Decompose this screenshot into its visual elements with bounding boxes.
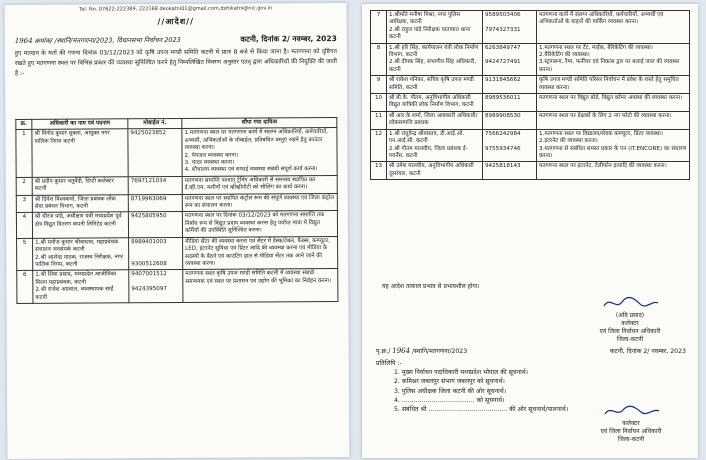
officer-mobile: 9407001512 9424395097 xyxy=(129,270,183,303)
endorsement-number: /स्थानि/मतगणना/2023 xyxy=(412,348,468,355)
officer-name-designation: 1.श्री मनोज कुमार श्रीवास्तव, महाप्रबंधक संचालन जनसंपर्क कटनी 2.श्री आशेन्द्र पाठक, राजस्व निरीक्षक, नगर पालिक निगम, कटनी xyxy=(33,237,129,270)
endorsement-line xyxy=(376,346,686,355)
signature-block-2 xyxy=(576,402,686,444)
order-date: कटनी, दिनांक 2/ नवम्बर, 2023 xyxy=(240,34,337,44)
assigned-duty xyxy=(182,175,337,194)
officer-mobile: 8989401003 9300512608 xyxy=(129,237,183,270)
row-number: 6 xyxy=(17,271,33,304)
table-row xyxy=(371,111,690,129)
assigned-duty xyxy=(537,111,690,129)
order-number: क्रमांक/ /स्थानि/मतगणना/2023, विधानसभा निर्वाचन 2023 xyxy=(34,35,181,45)
assigned-duty xyxy=(537,43,690,76)
officer-name-designation: श्री आर.के.शर्मा, जिला आबकारी अधिकारी/लोकसम्पत्ति प्रबंधक xyxy=(387,111,483,129)
duty-item: मतगणना स्थल पर दिनांक 03/12/2023 को मतगणना समाप्ति तक निर्बाध रूप से विद्युत प्रदाय व्यवस्था करना हेतु पर्याप्त मात्रा में विद्युत कर्मियों की उपस्थिति सुनिश्चित करना। xyxy=(184,212,325,235)
signatory-designation-2: एवं जिला निर्वाचन अधिकारी xyxy=(599,328,661,335)
duty-item: मीडिया सेंटर की व्यवस्था करना एवं सेंटर में डेस्क/टेबल, फैक्स, कम्प्यूटर, LED, इंटरनेट सुविधा एवं प्रिंटर आदि की व्यवस्था करना एवं मीडिया के सदस्यों के बैठने एवं काउंटिंग हाल से मीडिया सेंटर तक आने जाने की व्यवस्था करना। xyxy=(185,237,331,267)
assigned-duty xyxy=(182,193,337,212)
effect-note: यह आदेश तत्काल प्रभाव से प्रभावशील होगा। xyxy=(382,283,480,290)
officer-mobile: 6263849747 9424727491 xyxy=(483,43,537,76)
officer-mobile: 9425023852 xyxy=(128,129,182,177)
assigned-duty xyxy=(182,211,337,237)
copy-item: 1. मुख्य निर्वाचन पदाधिकारी मध्यप्रदेश भोपाल की सूचनार्थ। xyxy=(394,369,529,377)
row-number: 3 xyxy=(16,195,32,213)
assigned-duty xyxy=(537,11,690,44)
signatory-designation: कलेक्टर xyxy=(621,320,639,327)
order-number-handwritten: 1964 xyxy=(14,36,33,45)
endorsement-number-handwritten: 1964 xyxy=(392,347,411,355)
officer-name-designation: 1.श्रीमति मनीषा मिश्रा, नगर पुलिस अधीक्षक, कटनी 2.श्री राहुल पांडे निरीक्षक यातायात थाना कटनी xyxy=(387,11,483,44)
copy-item: 3. पुलिस अधीक्षक जिला कटनी की ओर सूचनार्थ। xyxy=(394,387,507,395)
officer-name-designation: 1.श्री राघुवेन्द्र श्रीवास्तव, डी.आई.ओ. एन.आई.सी. कटनी 2.श्री गौतम मालवीय, जिला प्रबंधक ई-गवर्नेंस, कटनी xyxy=(387,129,483,162)
duty-item: 1.मतगणना स्थल पर विद्यालय/सेवक कम्प्यूटर, प्रिंटर व्यवस्था। xyxy=(539,130,663,137)
row-number: 11 xyxy=(371,111,387,129)
table-row xyxy=(371,94,690,112)
duty-item: 4. शौचालय व्यवस्था एवं सफाई व्यवस्था संबंधी संपूर्ण कार्य करना। xyxy=(184,166,318,174)
column-header-mobile: मोबाईल नं. xyxy=(128,118,182,129)
duty-item: मतगणना कार्य में संलग्न अधिकारियों, कर्मचारियों, अभ्यर्थी एवं अभिकर्ताओं के वाहनों की पार्किंग व्यवस्था करना। xyxy=(539,12,664,26)
table-row xyxy=(16,211,337,238)
endorsement-date: कटनी, दिनांक 2/ नवम्बर, 2023 xyxy=(609,348,686,355)
table-row xyxy=(16,175,337,195)
column-header-name: अधिकारी का नाम एवं पदनाम xyxy=(32,119,128,130)
officer-name-designation: श्री प्रदीप कुमार चतुर्वेदी, डिप्टी कलेक्टर कटनी xyxy=(32,177,128,195)
handwritten-signature-2 xyxy=(576,402,686,420)
duty-table-left xyxy=(15,117,338,304)
duty-item: 3.स्ट्रांगरूम, रैम्प, फर्नीचर एवं निकास द्वार पर बलाई जाल की व्यवस्था करना। xyxy=(539,59,680,73)
column-header-duty: सौंपा गया दायित्व xyxy=(182,118,337,129)
duty-item: 1.मतगणना स्थल पर टेंट, माईक, बैरिकेटिंग की व्यवस्था। xyxy=(539,44,653,51)
officer-name-designation: 1.श्री शिवा प्रसाद, मध्यप्रदेश आजीविका मिशन महाप्रबंधक, कटनी 2.श्री राजेश अग्रवाल, व्यवस्थापक साईं कटनी xyxy=(33,270,129,303)
table-row xyxy=(371,162,690,180)
duty-item: मतगणना स्थल पर प्रेक्षकों के लिए 2 नग फोटो की व्यवस्था करना। xyxy=(539,112,672,119)
assigned-duty xyxy=(537,76,690,94)
officer-mobile: 9131845662 xyxy=(483,76,537,94)
duty-table-right xyxy=(370,10,690,180)
row-number: 10 xyxy=(371,94,387,112)
signatory-district: जिला-कटनी xyxy=(617,436,645,443)
signature-block-1 xyxy=(580,294,680,344)
officer-name-designation: श्री धीरज पांडे, अधीक्षण यंत्री मध्यप्रदेश पूर्व क्षेत्र विद्युत वितरण कंपनी लिमिटेड कटनी xyxy=(32,212,128,238)
assigned-duty xyxy=(537,129,690,162)
row-number: 13 xyxy=(371,162,387,180)
table-row xyxy=(17,269,338,304)
assigned-duty xyxy=(537,162,690,180)
copy-item: 5. संबंधित श्री ........................................ की ओर सूचनार्थ/पालनार्थ। xyxy=(394,406,569,414)
officer-mobile: 8719963069 xyxy=(128,194,182,212)
officer-name-designation: श्री विनोद कुमार शुक्ला, आयुक्त नगर पालिक निगम कटनी xyxy=(32,129,128,177)
officer-mobile: 7566242984 9755934746 xyxy=(483,129,537,162)
table-row xyxy=(16,193,337,213)
officer-name-designation: श्री राकेश पनिका, सचिव कृषि उपज मण्डी समिति, कटनी xyxy=(387,76,483,94)
duty-item: मतगणना स्थल पर विद्युत बोर्ड, विद्युत कॉमर अवस्था की व्यवस्था करना। xyxy=(539,95,683,102)
order-number-line xyxy=(5,34,347,46)
signatory-name: (अवि प्रसाद) xyxy=(615,312,645,319)
order-page-left xyxy=(5,3,350,459)
duty-item: मतगणना स्थल पर स्थापित कंट्रोल रूम की संपूर्ण व्यवस्था एवं जिला कंट्रोल रूम का संचालन करना। xyxy=(184,194,335,210)
assigned-duty xyxy=(182,128,337,176)
duty-item: 1.मतगणना स्थल पर मतगणना कार्य में संलग्न अधिकारियों, कर्मचारियों, अभ्यर्थी, अभिकर्ताओं के मोबाईल, प्रतिबंधित वस्तुएं रखने हेतु काउंटर व्यवस्था करना। xyxy=(184,129,328,152)
table-row xyxy=(371,76,690,94)
duty-item: 2. पेयजल व्यवस्था करना। xyxy=(184,152,239,159)
endorsement-prefix: पृ.क्र./ xyxy=(376,348,391,355)
column-header-sr: क्र. xyxy=(16,119,32,130)
signatory-designation: कलेक्टर xyxy=(622,420,640,427)
row-number: 9 xyxy=(371,76,387,94)
officer-mobile: 9425818143 xyxy=(483,162,537,180)
officer-name-designation: 1.श्री हरि सिंह, कार्यपालन यंत्री लोक निर्माण विभाग, कटनी 2.श्री दीपक सिंह, संभागीय सिंह अधिकारी, कटनी xyxy=(387,43,483,76)
copy-item: 4. ..................................... को सूचनार्थ। xyxy=(394,396,505,404)
duty-item: मतगणना समाप्ति पश्चात् ट्रेनिंग अधिकारी से समन्वय स्थापित कर ई.व्ही.एम. मशीनों एवं व्हीव्हीपीटी को सीलिंग का कार्य करना। xyxy=(184,176,316,192)
table-row xyxy=(371,129,690,162)
signatory-designation-2: एवं जिला निर्वाचन अधिकारी xyxy=(600,428,662,435)
officer-mobile: 7697121034 xyxy=(128,176,182,194)
copy-heading: प्रतिलिपि :- xyxy=(376,360,402,367)
officer-name-designation: श्री उमेश मालवीय, अनुविभागीय अधिकारी दूरसंचार, कटनी xyxy=(387,162,483,180)
signatory-district: जिला-कटनी xyxy=(616,336,644,343)
officer-name-designation: श्री दिनेश विश्वकर्मा, जिला प्रबंधक लोक सेवा प्रबंधन विभाग, कटनी xyxy=(32,194,128,212)
duty-item: कृषि उपज मण्डी समिति परिसर निर्वाचन में प्रवेश के रास्ते हेतु समुचित व्यवस्था करना। xyxy=(539,77,679,91)
assigned-duty xyxy=(537,94,690,112)
handwritten-signature-1 xyxy=(580,294,680,312)
officer-mobile: 9425805950 xyxy=(128,212,182,238)
table-row xyxy=(371,43,690,76)
officer-mobile: 9589503406 7974327331 xyxy=(483,11,537,44)
officer-name-designation: श्री बी.के. गौतम, अनुविभागीय अधिकारी विद्युत यांत्रिकी लोक निर्माण विभाग, कटनी xyxy=(387,94,483,112)
row-number: 4 xyxy=(16,213,32,238)
row-number: 7 xyxy=(371,11,387,44)
duty-item: 3. चादर व्यवस्था करना। xyxy=(184,159,235,166)
duty-item: 2.बैरिकेटिंग की व्यवस्था। xyxy=(539,52,590,59)
order-intro: हुए मतदान के मतों की गणना दिनांक 03/12/2023 को कृषि उपज मण्डी समिति कटनी में प्रातः 8 बजे से किया जाना है। मतगणना को दृष्टिगत रखते हुए मतगणना स्थल पर विभिन्न प्रकार की व्यवस्था सुनिश्चित करने हेतु निम्नलिखित विवरण अनुसार एतद् द्वारा अधिकारियों की नियुक्ति की जाती है :- xyxy=(14,48,337,77)
order-title: //आदेश// xyxy=(157,16,195,27)
duty-item: 2.इंटरनेट की व्यवस्था करना। xyxy=(539,138,598,145)
row-number: 5 xyxy=(17,238,33,271)
officer-mobile: 8989908530 xyxy=(483,111,537,129)
table-row xyxy=(16,128,337,177)
order-page-right xyxy=(362,4,698,458)
officer-mobile: 8989536011 xyxy=(483,94,537,112)
duty-item: मतगणना स्थल कृषि उपज मण्डी समिति कटनी में व्यवस्था संबंधी समन्वयक एवं स्थल पर प्रशासन एवं उद्योग की भूमिका का निर्वहन करना। xyxy=(185,270,332,285)
assigned-duty xyxy=(183,236,338,270)
row-number: 2 xyxy=(16,177,32,195)
duty-item: मतगणना स्थल पर इंटरनेट, टेलीफोन इत्यादि की व्यवस्था करना। xyxy=(539,163,667,170)
table-row xyxy=(371,11,690,44)
duty-item: 3.मतगणना से संबंधित समस्त प्रकार के एन (IT.ENCORE) का संधारण करना। xyxy=(539,145,687,159)
row-number: 12 xyxy=(371,129,387,162)
row-number: 1 xyxy=(16,130,32,178)
letterhead-contact: Tel. No. 07622-222389, 222168 deokatni01@gmail.com,dsfokatni@nic.gov.in xyxy=(79,5,273,13)
assigned-duty xyxy=(183,269,338,303)
table-row xyxy=(17,236,338,271)
copy-item: 2. कमिश्नर जबलपुर संभाग जबलपुर को सूचनार्थ। xyxy=(394,378,505,386)
row-number: 8 xyxy=(371,43,387,76)
